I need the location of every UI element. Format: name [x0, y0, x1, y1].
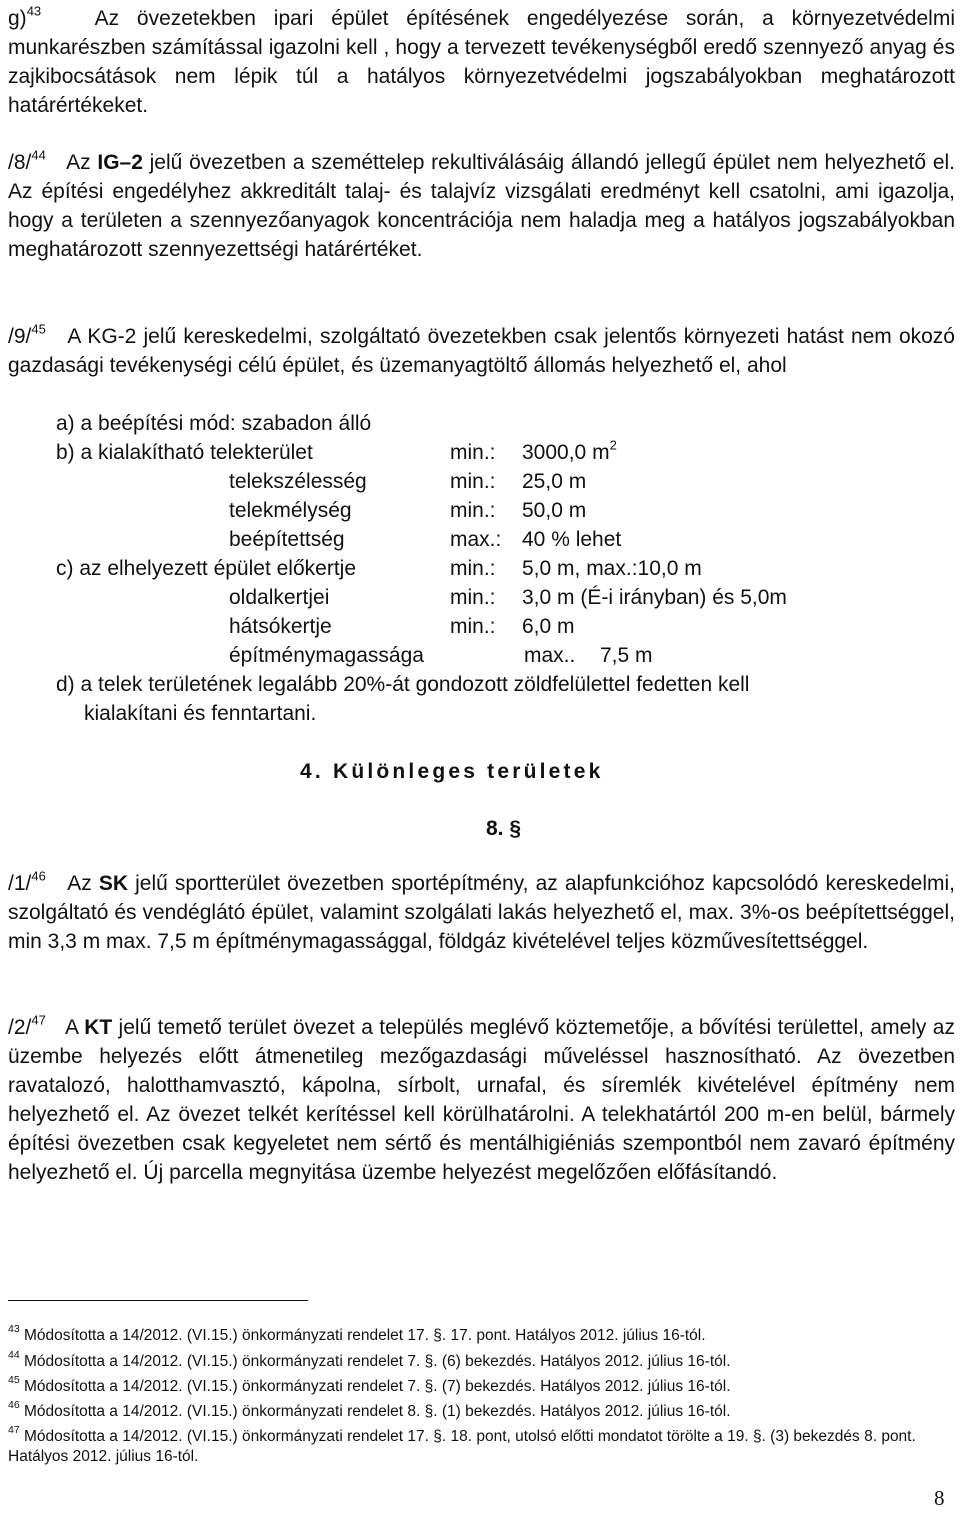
paragraph-8 — [8, 148, 955, 264]
square-superscript: 2 — [609, 437, 617, 453]
section-heading: 8. § — [486, 817, 522, 840]
row-b1-name: telekszélesség — [229, 470, 367, 493]
row-height-kind: max.. — [524, 644, 576, 667]
row-height-name: építménymagassága — [229, 644, 424, 667]
item-c-value: 5,0 m, max.:10,0 m — [522, 557, 702, 580]
zone-code-ig2: IG–2 — [97, 151, 143, 174]
footnote-44 — [8, 1349, 958, 1372]
item-d: d) a telek területének legalább 20%-át gondozott zöldfelülettel fedetten kell — [56, 673, 750, 696]
item-c-label: c) az elhelyezett épület előkertje — [56, 557, 356, 580]
para-1-text: jelű sportterület övezetben sportépítmény, az alapfunkcióhoz kapcsolódó kereskedelmi, szolgáltató és vendéglátó épület, valamint szolgálati lakás helyezhető el, max. 3%-os beépítettséggel, min 3,3 m max. 7,5 m építménymagassággal, földgáz kivételével teljes közművesítettséggel. — [8, 872, 955, 953]
footnote-num: 44 — [8, 1349, 20, 1362]
footnote-text: Módosította a 14/2012. (VI.15.) önkormányzati rendelet 7. §. (7) bekezdés. Hatályos 2012. július 16-tól. — [24, 1378, 731, 1395]
footnote-46 — [8, 1399, 958, 1422]
row-c1-name: oldalkertjei — [229, 586, 330, 609]
item-b-value — [522, 438, 617, 467]
row-height-value: 7,5 m — [600, 644, 653, 667]
para-1-label: /1/ — [8, 872, 32, 895]
chapter-heading: 4. Különleges területek — [300, 760, 604, 783]
footnote-num: 47 — [8, 1424, 20, 1437]
row-c1-value: 3,0 m (É-i irányban) és 5,0m — [522, 586, 787, 609]
para-9-label: /9/ — [8, 325, 32, 348]
row-c2-value: 6,0 m — [522, 615, 575, 638]
item-c-kind: min.: — [450, 557, 496, 580]
footnote-ref-43[interactable]: 43 — [26, 3, 42, 19]
row-b2-value: 50,0 m — [522, 499, 587, 522]
paragraph-9 — [8, 322, 955, 380]
row-c2-name: hátsókertje — [229, 615, 332, 638]
item-b-value-text: 3000,0 m — [522, 441, 610, 464]
row-c2-kind: min.: — [450, 615, 496, 638]
row-b2-kind: min.: — [450, 499, 496, 522]
item-b-kind: min.: — [450, 441, 496, 464]
footnote-ref-46[interactable]: 46 — [31, 868, 46, 884]
footnote-separator — [8, 1300, 308, 1301]
footnote-45 — [8, 1374, 958, 1397]
footnote-ref-44[interactable]: 44 — [31, 147, 46, 163]
row-b1-kind: min.: — [450, 470, 496, 493]
footnote-text: Módosította a 14/2012. (VI.15.) önkormányzati rendelet 8. §. (1) bekezdés. Hatályos 2012. július 16-tól. — [24, 1403, 731, 1420]
footnote-text: Módosította a 14/2012. (VI.15.) önkormányzati rendelet 17. §. 18. pont, utolsó előtti mondatot törölte a 19. §. (3) bekezdés 8. pont. Hatályos 2012. július 16-tól. — [8, 1428, 916, 1465]
footnote-num: 46 — [8, 1399, 20, 1412]
para-8-text: jelű övezetben a szeméttelep rekultiválásáig állandó jellegű épület nem helyezhető el. Az építési engedélyhez akkreditált talaj- és talajvíz vizsgálati eredményt kell csatolni, ami igazolja, hogy a területen a szennyezőanyagok koncentrációja nem haladja meg a hatályos jogszabályokban meghatározott szennyezettségi határértéket. — [8, 151, 955, 261]
item-a: a) a beépítési mód: szabadon álló — [56, 412, 372, 435]
row-b1-value: 25,0 m — [522, 470, 587, 493]
item-d-cont: kialakítani és fenntartani. — [84, 702, 317, 725]
paragraph-g — [8, 4, 955, 120]
row-c1-kind: min.: — [450, 586, 496, 609]
zone-code-sk: SK — [98, 872, 128, 895]
para-2-pre: A — [64, 1016, 85, 1039]
para-g-label: g) — [8, 7, 27, 30]
footnote-text: Módosította a 14/2012. (VI.15.) önkormányzati rendelet 17. §. 17. pont. Hatályos 2012. július 16-tól. — [24, 1327, 706, 1344]
footnote-47 — [8, 1424, 958, 1467]
row-b3-value: 40 % lehet — [522, 528, 622, 551]
paragraph-2 — [8, 1013, 955, 1187]
para-8-pre: Az — [66, 151, 98, 174]
zone-code-kt: KT — [84, 1016, 113, 1039]
row-b3-kind: max.: — [450, 528, 502, 551]
paragraph-1 — [8, 869, 955, 956]
footnote-ref-45[interactable]: 45 — [31, 321, 46, 337]
para-1-pre: Az — [67, 872, 99, 895]
footnote-ref-47[interactable]: 47 — [31, 1012, 46, 1028]
footnote-num: 45 — [8, 1374, 20, 1387]
para-9-text: A KG-2 jelű kereskedelmi, szolgáltató övezetekben csak jelentős környezeti hatást nem okozó gazdasági tevékenységi célú épület, és üzemanyagtöltő állomás helyezhető el, ahol — [8, 325, 955, 377]
footnote-43 — [8, 1323, 958, 1346]
para-g-text: Az övezetekben ipari épület építésének engedélyezése során, a környezetvédelmi munkarészben számítással igazolni kell , hogy a tervezett tevékenységből eredő szennyező anyag és zajkibocsátások nem lépik túl a hatályos környezetvédelmi jogszabályokban meghatározott határértékeket. — [8, 7, 955, 117]
row-b3-name: beépítettség — [229, 528, 345, 551]
para-2-label: /2/ — [8, 1016, 32, 1039]
page-number: 8 — [934, 1486, 945, 1510]
row-b2-name: telekmélység — [229, 499, 352, 522]
para-2-text: jelű temető terület övezet a település meglévő köztemetője, a bővítési területtel, amely az üzembe helyezés előtt átmenetileg mezőgazdasági műveléssel hasznosítható. Az övezetben ravatalozó, halotthamvasztó, kápolna, sírbolt, urnafal, és síremlék kivételével építmény nem helyezhető el. Az övezet telkét kerítéssel kell körülhatárolni. A telekhatártól 200 m-en belül, bármely építési övezetben csak kegyeletet nem sértő és mentálhigiéniás szempontból nem zavaró építmény helyezhető el. Új parcella megnyitása üzembe helyezést megelőzően előfásítandó. — [8, 1016, 955, 1184]
item-b-label: b) a kialakítható telekterület — [56, 441, 313, 464]
para-8-label: /8/ — [8, 151, 32, 174]
footnote-text: Módosította a 14/2012. (VI.15.) önkormányzati rendelet 7. §. (6) bekezdés. Hatályos 2012. július 16-tól. — [24, 1353, 731, 1370]
footnote-num: 43 — [8, 1323, 20, 1336]
